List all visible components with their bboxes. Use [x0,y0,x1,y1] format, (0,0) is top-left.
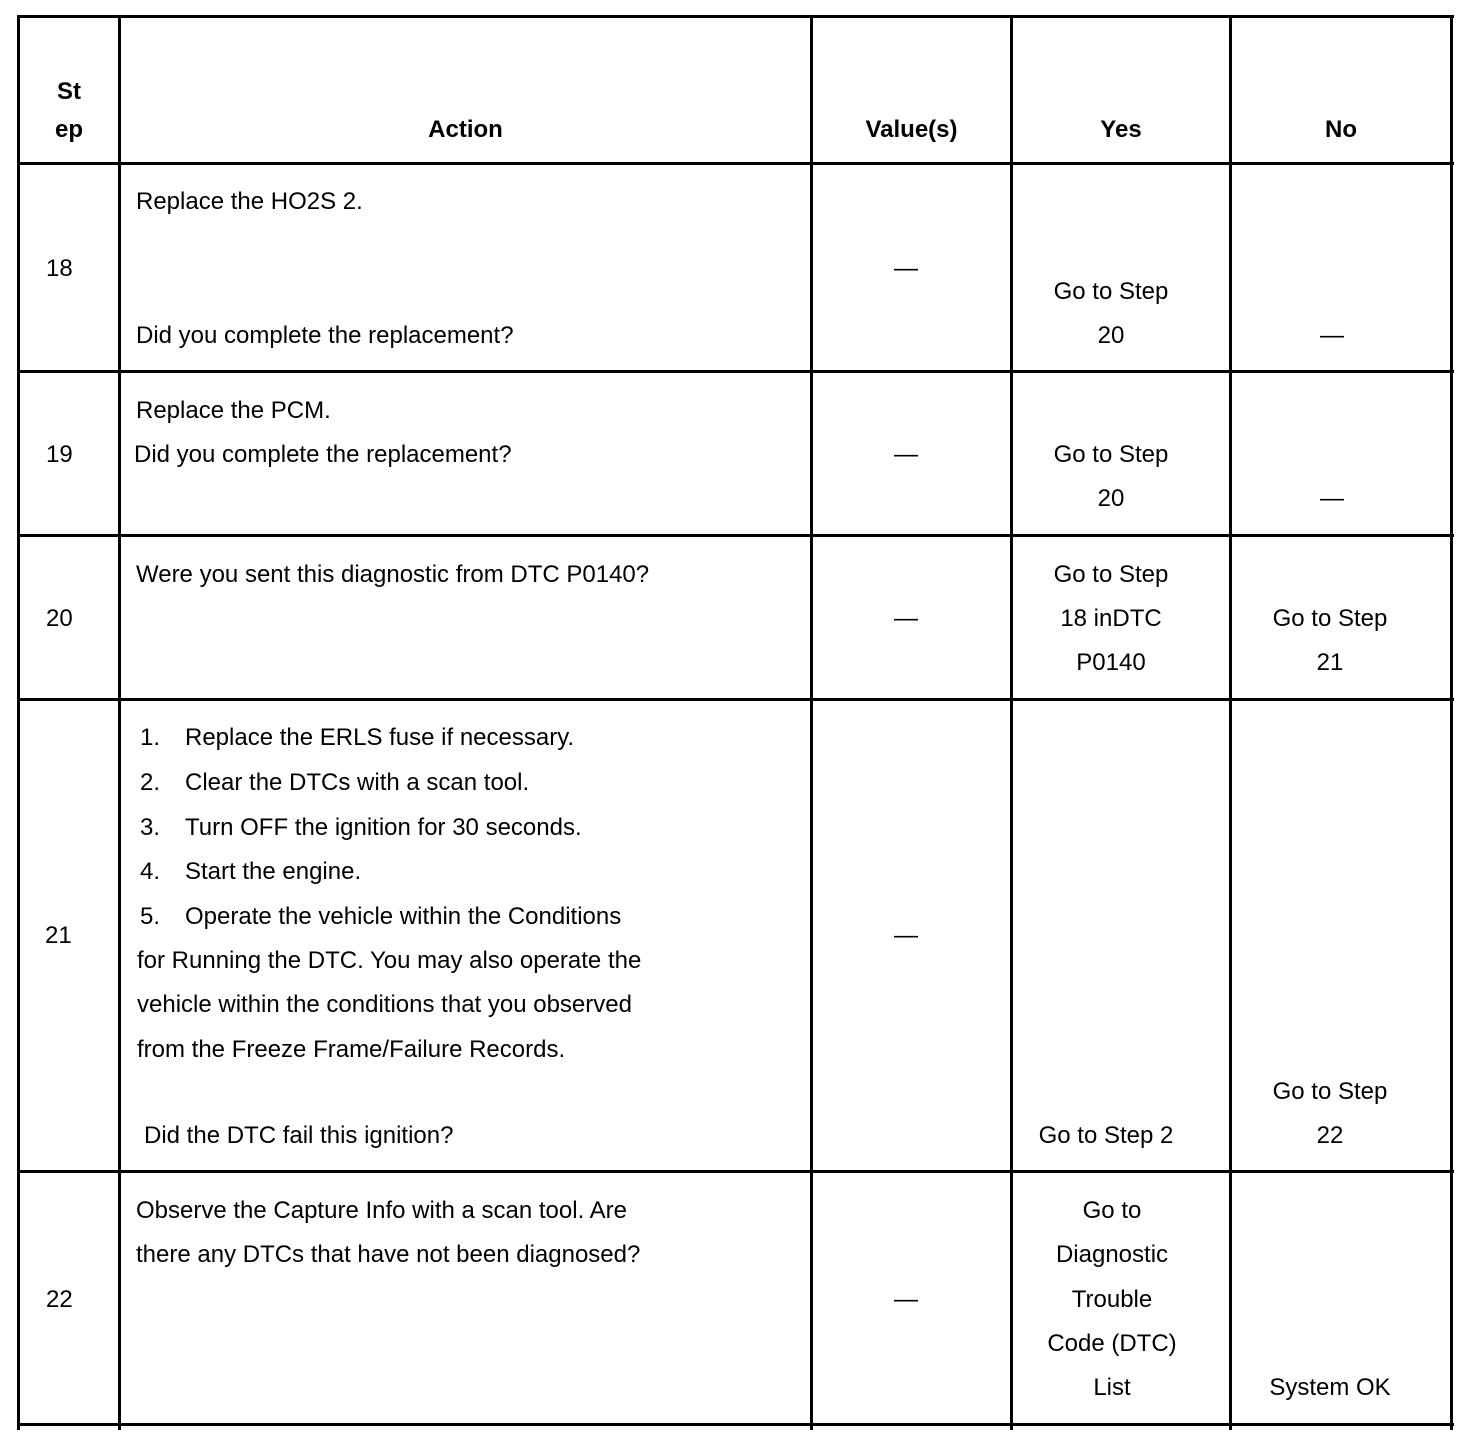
step-number: 18 [46,255,73,282]
list-number: 5. [140,903,161,930]
yes-cell-line: P0140 [1076,649,1146,676]
action-question: there any DTCs that have not been diagnosed? [136,1241,641,1268]
table-border-top [17,15,1454,18]
list-item: Operate the vehicle within the Conditions [185,903,622,930]
row-divider [17,1170,1454,1173]
no-cell-line: Go to Step [1272,1078,1388,1105]
column-divider [118,15,121,1430]
list-item-continuation: from the Freeze Frame/Failure Records. [137,1036,566,1063]
action-question: Did you complete the replacement? [134,441,512,468]
step-number: 19 [46,441,73,468]
list-item: Start the engine. [185,858,362,885]
column-divider [1229,15,1232,1430]
no-cell-line: 21 [1316,649,1344,676]
value-cell: — [894,1286,918,1313]
yes-cell-line: Go to Step [1053,561,1169,588]
yes-cell: Go to Step 2 [1038,1122,1174,1149]
value-cell: — [894,441,918,468]
column-divider [810,15,813,1430]
step-number: 20 [46,605,73,632]
list-item: Turn OFF the ignition for 30 seconds. [185,814,582,841]
no-cell: — [1320,485,1344,512]
value-cell: — [894,922,918,949]
header-step-line1: St [57,78,81,105]
no-cell: System OK [1269,1374,1391,1401]
value-cell: — [894,255,918,282]
table-border-right [1450,15,1453,1430]
list-number: 3. [140,814,161,841]
action-text: Observe the Capture Info with a scan tool. Are [136,1197,627,1224]
step-number: 22 [46,1286,73,1313]
yes-cell-line: 18 inDTC [1060,605,1162,632]
list-number: 2. [140,769,161,796]
header-no: No [1325,116,1357,143]
action-text: Replace the PCM. [136,397,331,424]
yes-cell-line: Code (DTC) [1047,1330,1177,1357]
no-cell-line: 22 [1316,1122,1344,1149]
header-action: Action [428,116,503,143]
action-question: Did the DTC fail this ignition? [144,1122,454,1149]
no-cell: — [1320,322,1344,349]
action-text: Replace the HO2S 2. [136,188,363,215]
row-divider [17,698,1454,701]
yes-cell-line: 20 [1097,322,1125,349]
table-border-bottom [17,1423,1454,1426]
row-divider [17,370,1454,373]
yes-cell-line: 20 [1097,485,1125,512]
list-item-continuation: for Running the DTC. You may also operate the [137,947,642,974]
row-divider [17,162,1454,165]
list-number: 4. [140,858,161,885]
list-number: 1. [140,724,161,751]
row-divider [17,534,1454,537]
yes-cell-line: Go to [1082,1197,1142,1224]
header-step-line2: ep [54,116,83,143]
step-number: 21 [45,922,72,949]
yes-cell-line: Go to Step [1053,441,1169,468]
column-divider [17,15,20,1430]
list-item: Replace the ERLS fuse if necessary. [185,724,575,751]
action-question: Were you sent this diagnostic from DTC P0140? [136,561,650,588]
yes-cell-line: Go to Step [1053,278,1169,305]
yes-cell-line: List [1093,1374,1131,1401]
value-cell: — [894,605,918,632]
header-values: Value(s) [865,116,958,143]
yes-cell-line: Trouble [1071,1286,1153,1313]
no-cell-line: Go to Step [1272,605,1388,632]
list-item-continuation: vehicle within the conditions that you observed [137,991,632,1018]
list-item: Clear the DTCs with a scan tool. [185,769,530,796]
header-yes: Yes [1100,116,1142,143]
yes-cell-line: Diagnostic [1055,1241,1169,1268]
action-question: Did you complete the replacement? [136,322,514,349]
